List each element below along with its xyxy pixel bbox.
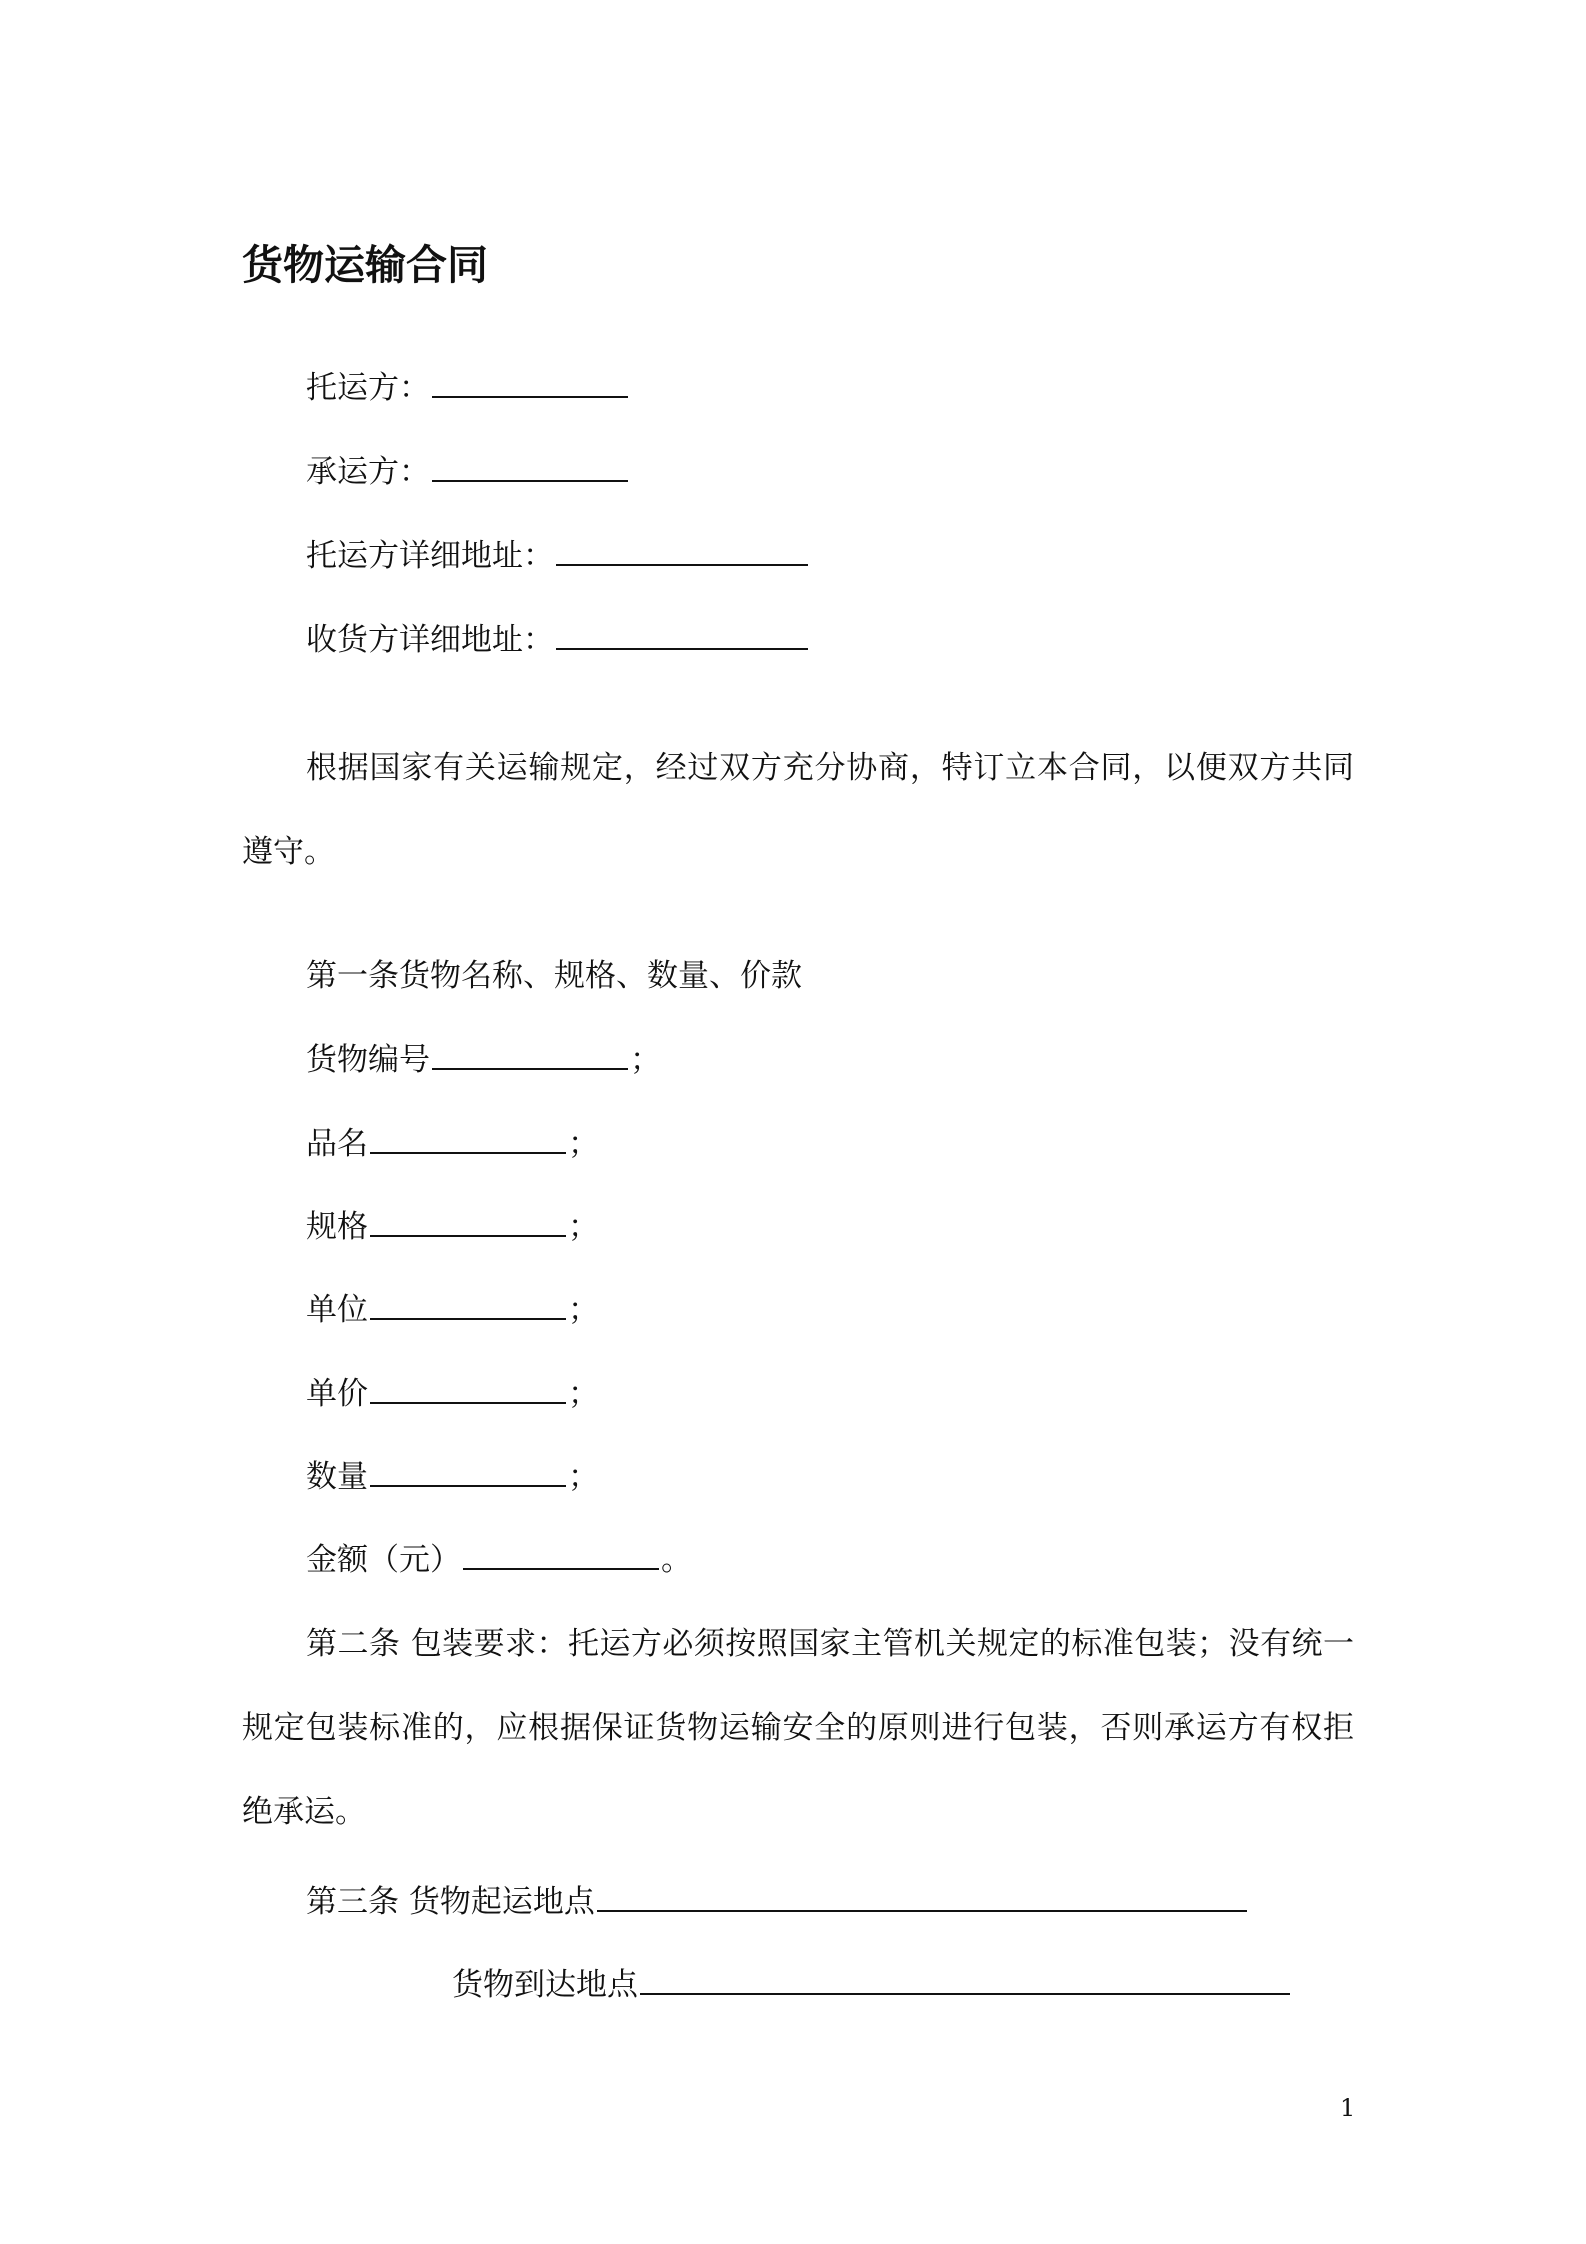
consignor-label: 托运方： (306, 370, 430, 406)
field-label: 规格 (306, 1209, 368, 1245)
consignee-address-blank (556, 622, 808, 650)
field-blank (370, 1376, 566, 1404)
field-end: ； (568, 1292, 599, 1328)
destination-label: 货物到达地点 (452, 1967, 638, 2003)
field-product-name (306, 1124, 599, 1164)
field-amount (306, 1540, 692, 1580)
destination-blank (640, 1967, 1290, 1995)
field-specification (306, 1207, 599, 1247)
field-label: 单位 (306, 1292, 368, 1328)
origin-label: 第三条 货物起运地点 (306, 1884, 595, 1920)
field-end: ； (568, 1126, 599, 1162)
field-blank (370, 1126, 566, 1154)
consignee-address-line (306, 620, 810, 660)
field-end: ； (568, 1459, 599, 1495)
carrier-line (306, 452, 630, 492)
article1-heading: 第一条货物名称、规格、数量、价款 (306, 958, 802, 994)
field-label: 品名 (306, 1126, 368, 1162)
consignor-address-label: 托运方详细地址： (306, 538, 554, 574)
carrier-blank (432, 454, 628, 482)
carrier-label: 承运方： (306, 454, 430, 490)
article3-destination-line (452, 1965, 1292, 2005)
field-blank (432, 1042, 628, 1070)
field-end: ； (568, 1209, 599, 1245)
field-end: ； (568, 1376, 599, 1412)
consignee-address-label: 收货方详细地址： (306, 622, 554, 658)
consignor-line (306, 368, 630, 408)
field-label: 金额（元） (306, 1542, 461, 1578)
field-label: 货物编号 (306, 1042, 430, 1078)
field-end: ； (630, 1042, 661, 1078)
consignor-address-line (306, 536, 810, 576)
article2-paragraph: 第二条 包装要求：托运方必须按照国家主管机关规定的标准包装；没有统一规定包装标准的，应根据保证货物运输安全的原则进行包装，否则承运方有权拒绝承运。 (242, 1626, 1354, 1830)
field-blank (463, 1542, 659, 1570)
consignor-address-blank (556, 538, 808, 566)
origin-blank (597, 1884, 1247, 1912)
field-end: 。 (661, 1542, 692, 1578)
consignor-blank (432, 370, 628, 398)
article3-origin-line (306, 1882, 1249, 1922)
document-title: 货物运输合同 (242, 241, 488, 289)
page-number: 1 (1340, 2094, 1356, 2122)
field-unit-price (306, 1374, 599, 1414)
field-blank (370, 1459, 566, 1487)
field-goods-number (306, 1040, 661, 1080)
field-quantity (306, 1457, 599, 1497)
field-label: 单价 (306, 1376, 368, 1412)
field-blank (370, 1292, 566, 1320)
preamble-paragraph: 根据国家有关运输规定，经过双方充分协商，特订立本合同，以便双方共同遵守。 (242, 750, 1354, 870)
field-unit (306, 1290, 599, 1330)
field-label: 数量 (306, 1459, 368, 1495)
field-blank (370, 1209, 566, 1237)
